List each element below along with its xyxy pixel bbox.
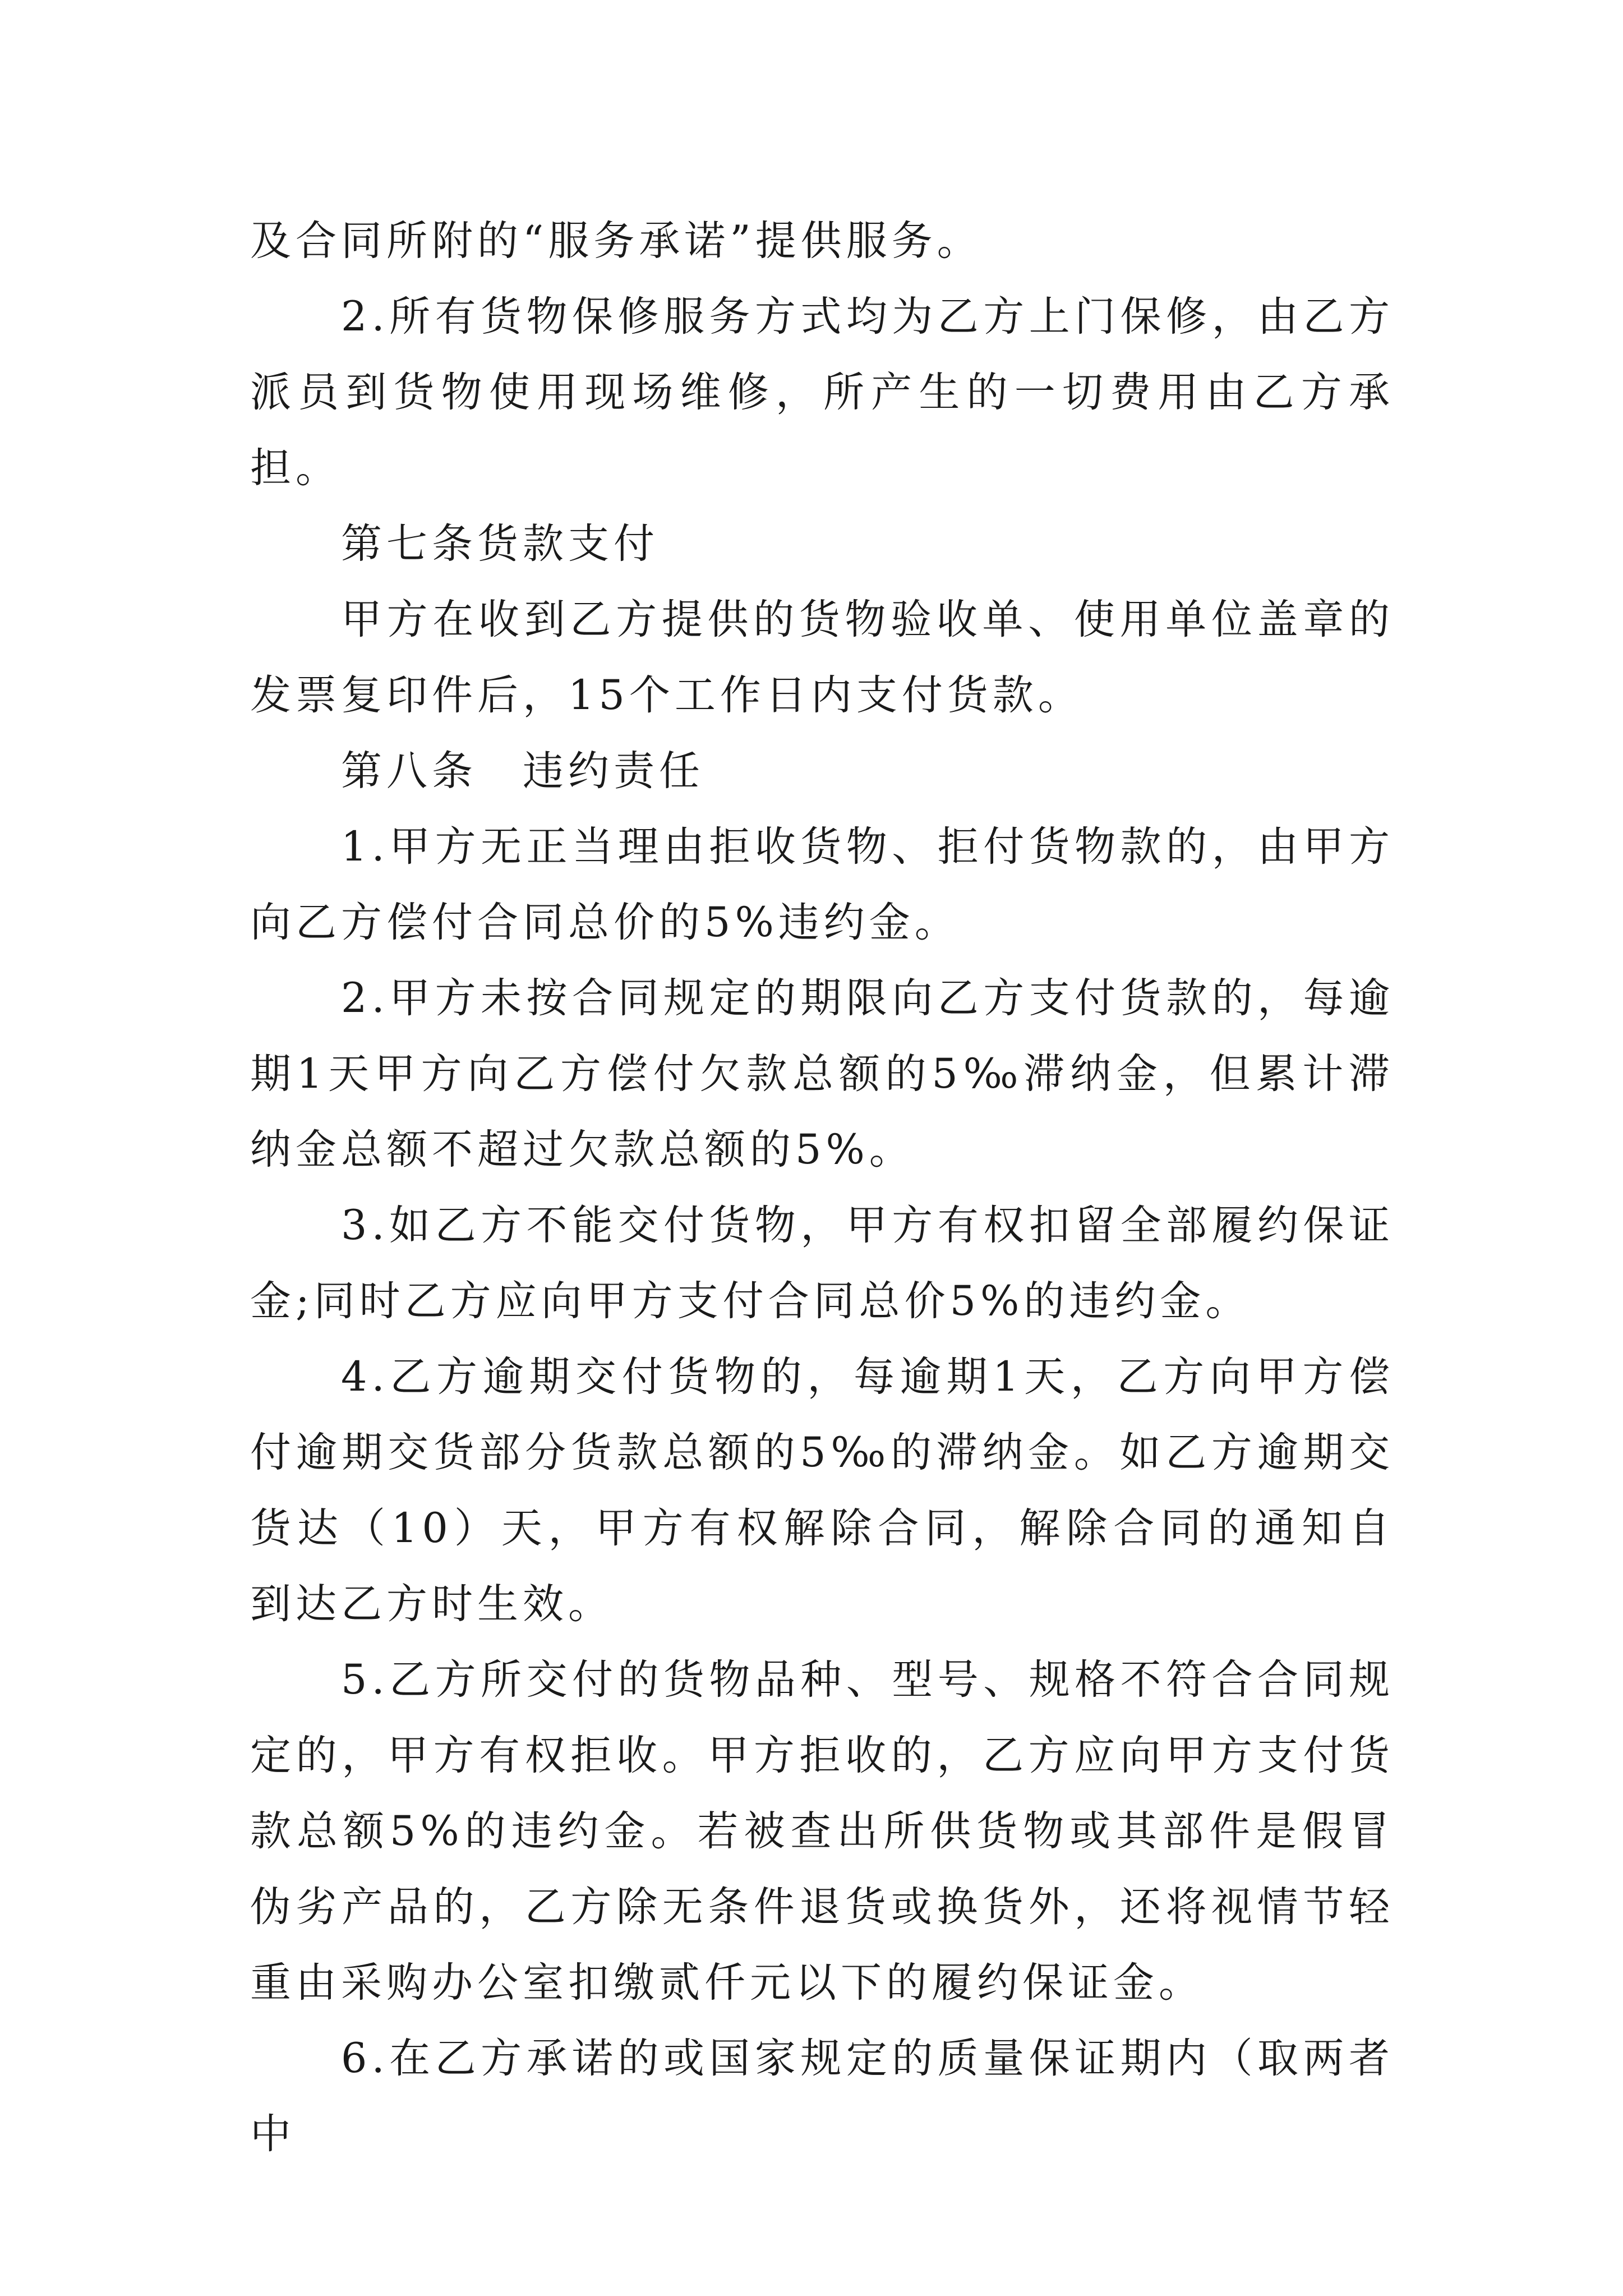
paragraph-liability-1: 1.甲方无正当理由拒收货物、拒付货物款的，由甲方向乙方偿付合同总价的5%违约金。 (250, 823, 1394, 946)
paragraph-warranty-onsite: 2.所有货物保修服务方式均为乙方上门保修，由乙方派员到货物使用现场维修，所产生的一切费用由乙方承担。 (250, 293, 1394, 492)
heading-article-7-payment: 第七条货款支付 (341, 520, 659, 568)
paragraph-payment-terms: 甲方在收到乙方提供的货物验收单、使用单位盖章的发票复印件后，15个工作日内支付货款。 (250, 596, 1394, 719)
paragraph-liability-5: 5.乙方所交付的货物品种、型号、规格不符合合同规定的，甲方有权拒收。甲方拒收的，乙方应向甲方支付货款总额5%的违约金。若被查出所供货物或其部件是假冒伪劣产品的，乙方除无条件退货或换货外，还将视情节轻重由采购办公室扣缴贰仟元以下的履约保证金。 (250, 1656, 1394, 2007)
paragraph-liability-3: 3.如乙方不能交付货物，甲方有权扣留全部履约保证金;同时乙方应向甲方支付合同总价5%的违约金。 (250, 1202, 1394, 1325)
paragraph-liability-4: 4.乙方逾期交付货物的，每逾期1天，乙方向甲方偿付逾期交货部分货款总额的5‰的滞纳金。如乙方逾期交货达（10）天，甲方有权解除合同，解除合同的通知自到达乙方时生效。 (250, 1353, 1394, 1628)
paragraph-service-promise: 及合同所附的“服务承诺”提供服务。 (250, 217, 983, 265)
heading-article-8-liability: 第八条 违约责任 (341, 747, 704, 795)
contract-text-body (250, 203, 1394, 2172)
paragraph-liability-2: 2.甲方未按合同规定的期限向乙方支付货款的，每逾期1天甲方向乙方偿付欠款总额的5‰滞纳金，但累计滞纳金总额不超过欠款总额的5%。 (250, 974, 1394, 1174)
paragraph-liability-6: 6.在乙方承诺的或国家规定的质量保证期内（取两者中 (250, 2035, 1394, 2158)
